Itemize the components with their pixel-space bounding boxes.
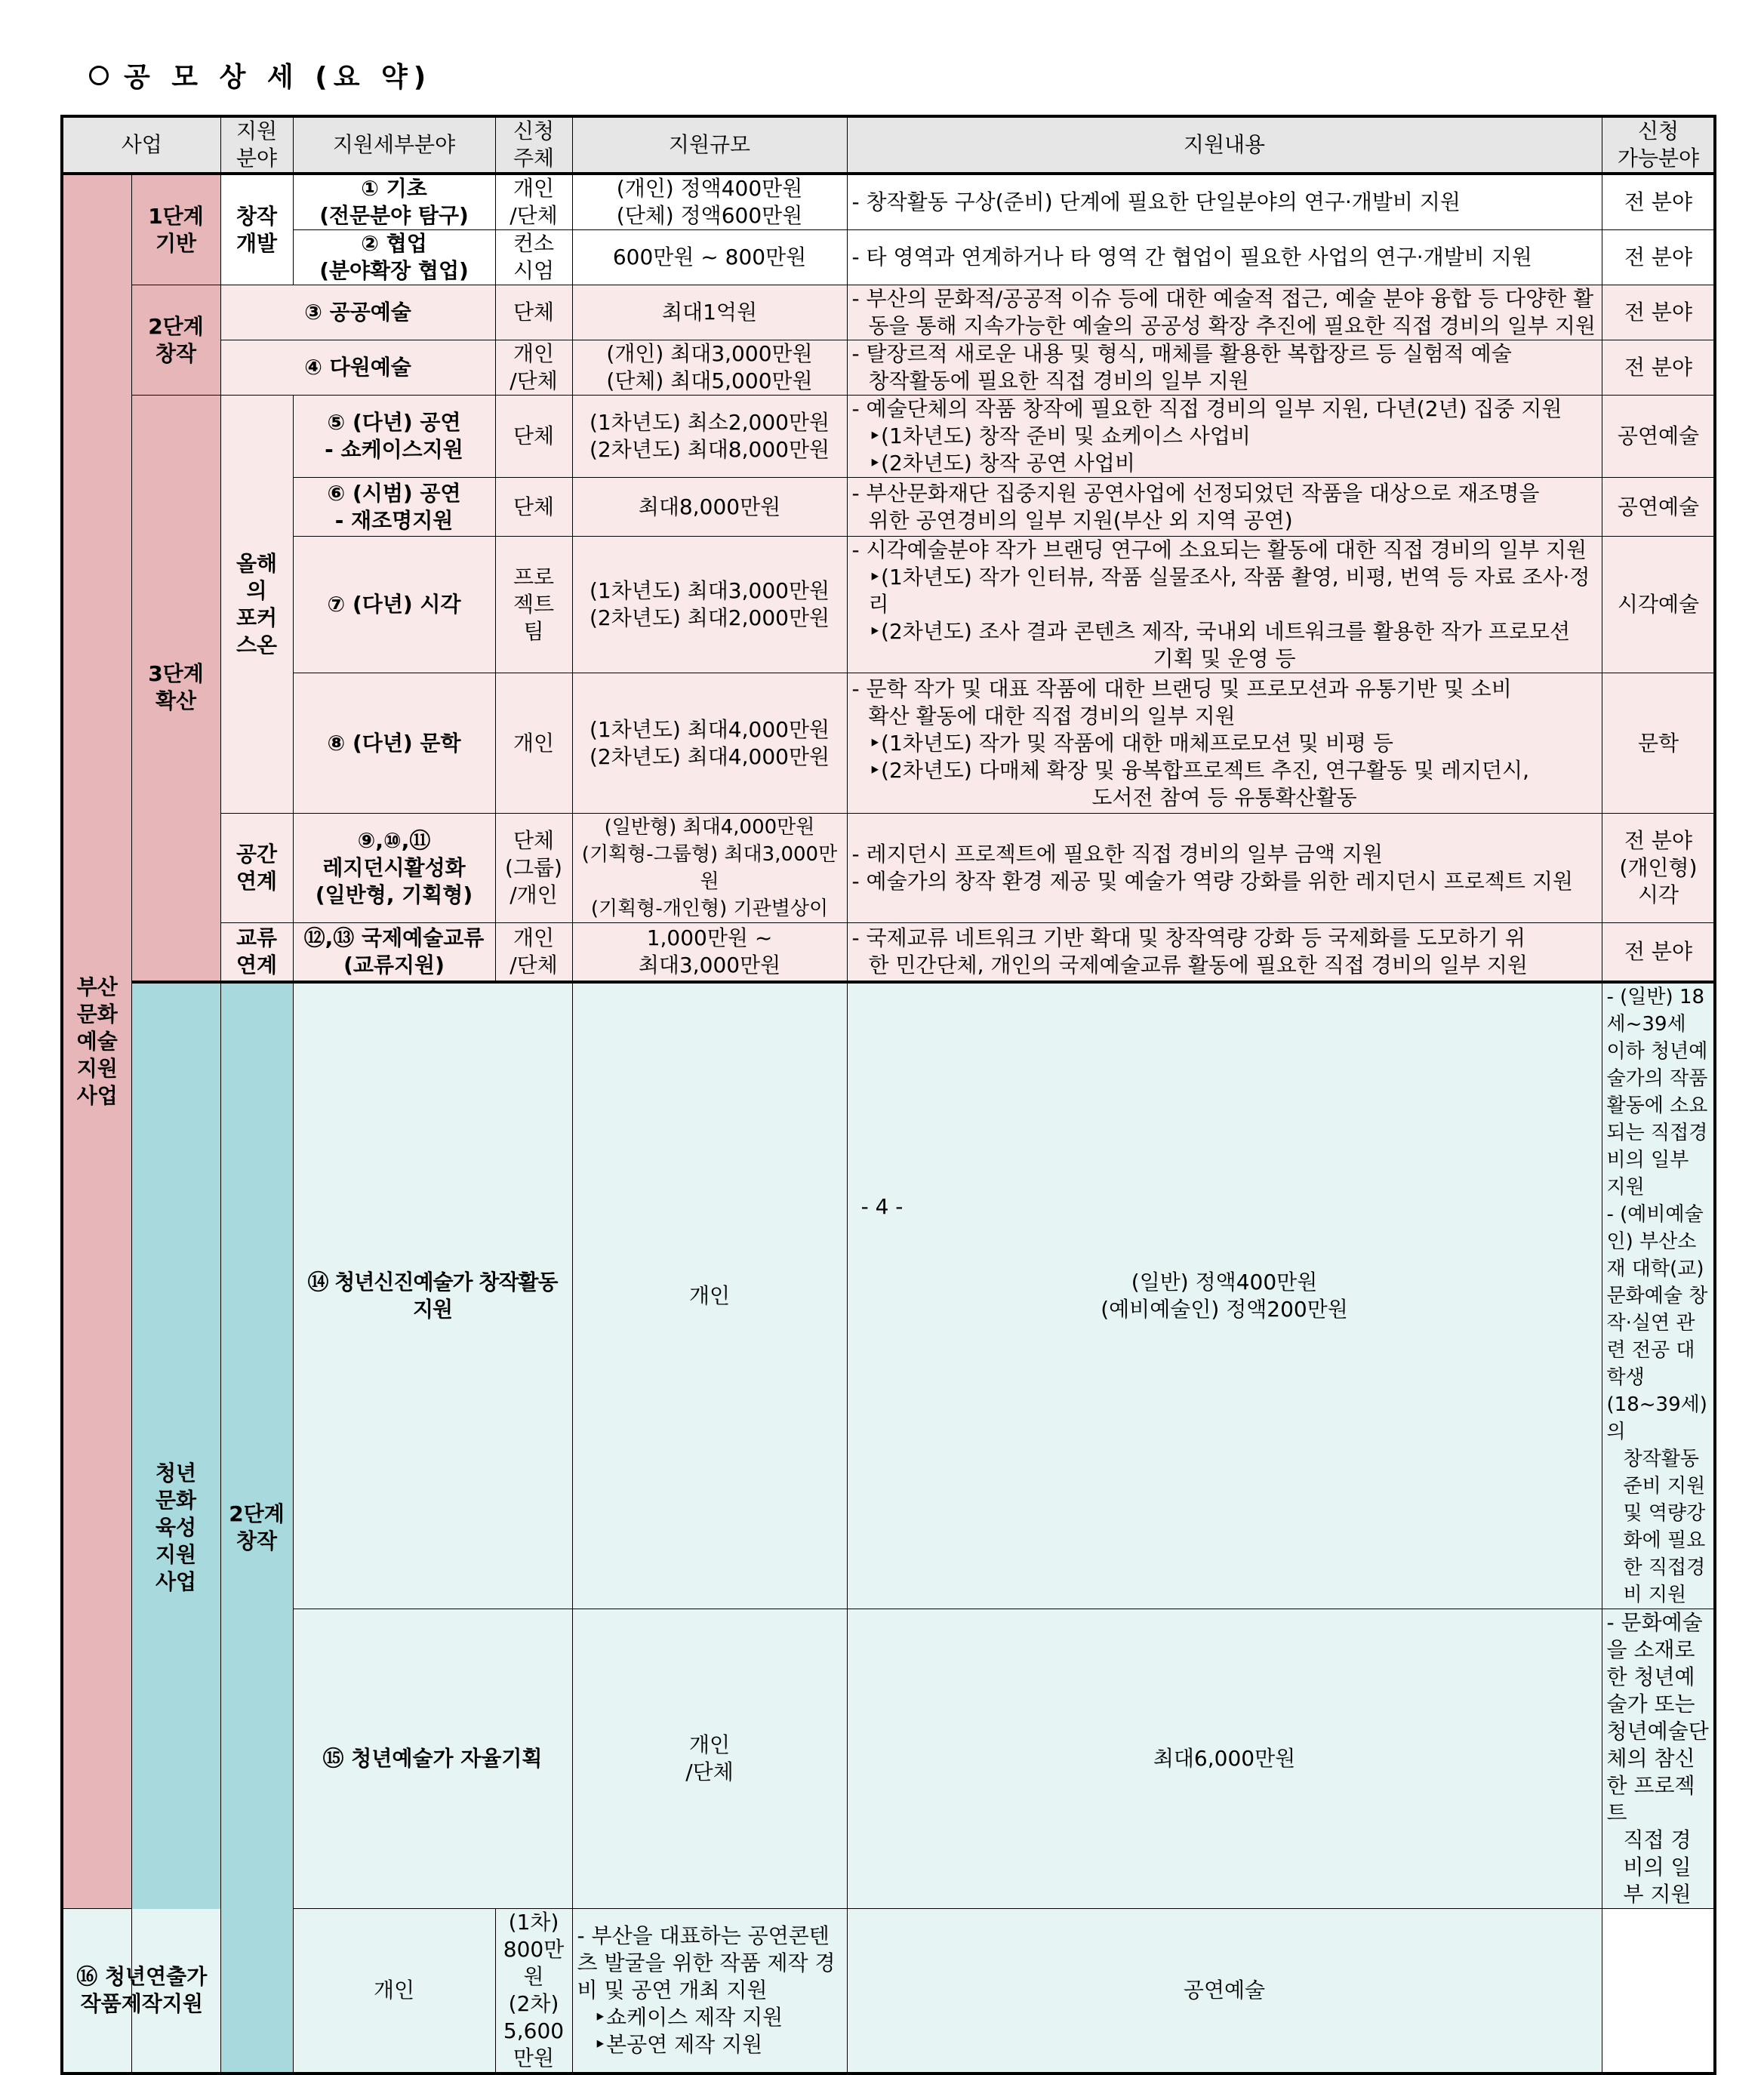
cell-line: 개인 <box>513 925 555 950</box>
content-bullet: ‣본공연 제작 지원 <box>593 2031 763 2057</box>
scale-cell <box>572 230 847 285</box>
cell-line: 컨소 <box>513 231 555 256</box>
cell-line: 가능분야 <box>1617 146 1700 171</box>
table-row <box>62 673 1715 814</box>
cell-line: 전 분야 <box>1624 189 1693 214</box>
applicant-cell <box>495 673 572 814</box>
table-row <box>62 396 1715 478</box>
cell-line: 확산 <box>155 688 197 714</box>
content-line: 직접 경비의 일부 지원 <box>1623 1827 1692 1907</box>
subfield-cell <box>220 340 495 396</box>
content-line: - 타 영역과 연계하거나 타 영역 간 협업이 필요한 사업의 연구·개발비 지원 <box>851 245 1532 269</box>
cell-line: (2차년도) 최대4,000만원 <box>589 743 830 769</box>
subfield-cell <box>293 814 495 923</box>
cell-line: 최대6,000만원 <box>1153 1745 1296 1771</box>
eligible-cell <box>1602 537 1715 673</box>
cell-line: (2차년도) 최대2,000만원 <box>589 605 830 630</box>
cell-line: (1차년도) 최대4,000만원 <box>589 716 830 742</box>
cell-line: 문학 <box>1637 730 1679 756</box>
scale-cell <box>572 174 847 230</box>
cell-line: 레지던시활성화 <box>322 855 466 880</box>
cell-line: (교류지원) <box>343 952 445 977</box>
cell-line: (일반형) 최대4,000만원 <box>604 816 815 839</box>
cell-line: 기반 <box>155 230 197 256</box>
eligible-cell <box>1602 396 1715 478</box>
cell-line: (단체) 최대5,000만원 <box>606 368 813 393</box>
applicant-cell <box>495 478 572 537</box>
applicant-cell <box>495 537 572 673</box>
cell-line: 연계 <box>236 869 278 894</box>
content-line: - 문화예술을 소재로 한 청년예술가 또는 청년예술단체의 참신한 프로젝트 <box>1606 1609 1709 1825</box>
content-bullet: ‣(2차년도) 조사 결과 콘텐츠 제작, 국내외 네트워크를 활용한 작가 프로모션 <box>868 619 1571 644</box>
cell-line: 젝트 <box>513 592 555 617</box>
stage1-label <box>131 174 220 285</box>
cell-line: (2차) 5,600만원 <box>503 1990 565 2070</box>
table-row <box>62 285 1715 340</box>
subfield-cell <box>293 1609 572 1908</box>
applicant-cell <box>495 340 572 396</box>
eligible-cell <box>1602 814 1715 923</box>
cell-line: 공간 <box>236 842 278 867</box>
cell-line: 개인 <box>513 341 555 366</box>
cell-line: 분야 <box>236 146 278 171</box>
applicant-cell <box>495 230 572 285</box>
content-bullet: ‣(1차년도) 작가 인터뷰, 작품 실물조사, 작품 촬영, 비평, 번역 등 자료 조사·정리 <box>868 565 1590 617</box>
cell-line: 최대8,000만원 <box>638 494 781 519</box>
cell-line: (분야확장 협업) <box>319 258 469 283</box>
eligible-cell <box>1602 478 1715 537</box>
content-line: - (예비예술인) 부산소재 대학(교) 문화예술 창작·실연 관련 전공 대학생(18~39세)의 <box>1606 1202 1708 1443</box>
content-line: 한 민간단체, 개인의 국제예술교류 활동에 필요한 직접 경비의 일부 지원 <box>868 952 1528 977</box>
subfield-cell <box>293 230 495 285</box>
applicant-cell <box>572 982 847 1609</box>
content-cell <box>847 340 1602 396</box>
header-eligible <box>1602 116 1715 174</box>
cell-line: 시각예술 <box>1617 592 1700 617</box>
cell-line: (기획형-개인형) 기관별상이 <box>590 897 829 920</box>
cell-line: 지원 <box>236 119 278 143</box>
cell-line: 창작 <box>236 1528 278 1553</box>
cell-line: 사업 <box>155 1569 197 1594</box>
table-row <box>62 982 1715 1609</box>
circle-bullet-icon <box>89 66 109 85</box>
cell-line: 1,000만원 ~ <box>646 925 773 950</box>
scale-cell <box>572 396 847 478</box>
cell-line: 단체 <box>513 494 555 519</box>
content-line: 동을 통해 지속가능한 예술의 공공성 확장 추진에 필요한 직접 경비의 일부 지원 <box>868 313 1596 338</box>
cell-line: 신청 <box>1637 119 1679 143</box>
content-cell <box>847 537 1602 673</box>
cell-line: 창작 <box>155 340 197 366</box>
cell-line: ⑭ 청년신진예술가 창작활동지원 <box>307 1269 558 1322</box>
scale-cell <box>847 982 1602 1609</box>
header-field <box>220 116 293 174</box>
cell-line: 문화 <box>155 1487 197 1513</box>
cell-line: ⑨,⑩,⑪ <box>357 828 431 853</box>
content-line: - 시각예술분야 작가 브랜딩 연구에 소요되는 활동에 대한 직접 경비의 일부 지원 <box>851 537 1587 562</box>
eligible-cell <box>1602 340 1715 396</box>
subfield-cell <box>293 537 495 673</box>
subfield-cell <box>293 396 495 478</box>
content-bullet: ‣(2차년도) 다매체 확장 및 융복합프로젝트 추진, 연구활동 및 레지던시, <box>868 757 1529 783</box>
eligible-cell <box>1602 285 1715 340</box>
cell-line: 개발 <box>236 230 278 256</box>
cell-line: 공연예술 <box>1183 1977 1266 2003</box>
cell-line: 신청 <box>513 119 555 143</box>
header-subfield: 지원세부분야 <box>293 116 495 174</box>
subfield-cell <box>293 174 495 230</box>
cell-line: (일반형, 기획형) <box>315 882 473 907</box>
page-number: - 4 - <box>860 1194 904 1219</box>
cell-line: ① 기초 <box>361 176 427 201</box>
scale-cell <box>572 537 847 673</box>
cell-line: 프로 <box>513 565 555 590</box>
cell-line: 부산 <box>76 974 118 999</box>
content-line: - 예술가의 창작 환경 제공 및 예술가 역량 강화를 위한 레지던시 프로젝트 지원 <box>851 869 1573 894</box>
content-line: - 창작활동 구상(준비) 단계에 필요한 단일분야의 연구·개발비 지원 <box>851 189 1461 214</box>
scale-cell <box>572 673 847 814</box>
header-applicant <box>495 116 572 174</box>
content-line: - 부산의 문화적/공공적 이슈 등에 대한 예술적 접근, 예술 분야 융합 등 다양한 활 <box>851 286 1594 311</box>
content-cell <box>847 396 1602 478</box>
content-cell <box>847 673 1602 814</box>
content-line: 창작활동 준비 지원 및 역량강화에 필요한 직접경비 지원 <box>1623 1447 1706 1606</box>
cell-line: 문화 <box>76 1001 118 1027</box>
content-bullet: ‣쇼케이스 제작 지원 <box>593 2004 783 2030</box>
subfield-cell <box>293 478 495 537</box>
cell-line: /단체 <box>509 203 558 228</box>
cell-line: 2단계 <box>229 1501 285 1526</box>
cell-line: (1차) 800만원 <box>503 1909 565 1989</box>
table-row <box>62 814 1715 923</box>
cell-line: 공연예술 <box>1617 423 1700 448</box>
cell-line: - 쇼케이스지원 <box>325 437 463 462</box>
cell-line: 최대3,000만원 <box>638 952 781 977</box>
cell-line: - 재조명지원 <box>334 507 454 533</box>
cell-line: 팀 <box>523 619 544 644</box>
cell-line: 최대1억원 <box>662 300 758 325</box>
applicant-cell <box>495 923 572 982</box>
applicant-cell <box>495 174 572 230</box>
cell-line: 올해 <box>236 550 278 576</box>
cell-line: ⑦ (다년) 시각 <box>327 592 461 617</box>
cell-line: 전 분야 <box>1624 828 1693 853</box>
cell-line: (전문분야 탐구) <box>319 203 469 228</box>
cell-line: ⑤ (다년) 공연 <box>327 410 461 435</box>
field-exchange-label <box>220 923 293 982</box>
cell-line: 스온 <box>236 632 278 657</box>
stage2-label <box>131 285 220 396</box>
cell-line: (일반) 정액400만원 <box>1131 1269 1318 1295</box>
subfield-cell <box>293 982 572 1609</box>
header-business: 사업 <box>62 116 220 174</box>
cell-line: 의 <box>246 577 267 603</box>
scale-cell <box>572 478 847 537</box>
cell-line: 청년 <box>155 1460 197 1485</box>
table-row <box>62 1609 1715 1908</box>
cell-line: ③ 공공예술 <box>304 300 411 325</box>
cell-line: (그룹) <box>505 855 562 880</box>
scale-cell <box>847 1609 1602 1908</box>
cell-line: ⑥ (시범) 공연 <box>327 480 461 506</box>
content-line: - (일반) 18세~39세 이하 청년예술가의 작품활동에 소요되는 직접경비의 일부 지원 <box>1606 985 1708 1199</box>
content-line: - 예술단체의 작품 창작에 필요한 직접 경비의 일부 지원, 다년(2년) 집중 지원 <box>851 396 1562 421</box>
cell-line: (단체) 정액600만원 <box>616 203 803 228</box>
cell-line: /단체 <box>509 952 558 977</box>
support-summary-table <box>60 115 1716 2075</box>
cell-line: 단체 <box>513 300 555 325</box>
cell-line: (개인형) <box>1619 855 1698 880</box>
applicant-cell <box>293 1908 495 2073</box>
table-row <box>62 230 1715 285</box>
page-title: 공 모 상 세 (요 약) <box>89 56 432 94</box>
cell-line: 전 분야 <box>1624 245 1693 269</box>
applicant-cell <box>572 1609 847 1908</box>
applicant-cell <box>495 396 572 478</box>
table-row <box>62 537 1715 673</box>
table-row <box>62 174 1715 230</box>
content-cell <box>847 923 1602 982</box>
table-row <box>62 478 1715 537</box>
content-line: - 국제교류 네트워크 기반 확대 및 창작역량 강화 등 국제화를 도모하기 위 <box>851 925 1525 950</box>
scale-cell <box>572 340 847 396</box>
eligible-cell <box>1602 230 1715 285</box>
cell-line: 시각 <box>1637 882 1679 907</box>
cell-line: 공연예술 <box>1617 494 1700 519</box>
content-cell <box>847 814 1602 923</box>
subfield-cell <box>62 1908 220 2073</box>
eligible-cell <box>1602 923 1715 982</box>
cell-line: (기획형-그룹형) 최대3,000만원 <box>581 843 838 893</box>
cell-line: 지원 <box>76 1055 118 1081</box>
cell-line: 개인 <box>688 1282 731 1308</box>
subfield-cell <box>293 923 495 982</box>
content-cell <box>1602 982 1715 1609</box>
content-cell <box>847 285 1602 340</box>
busan-program-label <box>62 174 131 1908</box>
cell-line: 단체 <box>513 423 555 448</box>
content-cell <box>1602 1609 1715 1908</box>
content-line: 위한 공연경비의 일부 지원(부산 외 지역 공연) <box>868 507 1293 533</box>
cell-line: (개인) 정액400만원 <box>616 176 803 201</box>
content-line: 기획 및 운영 등 <box>1153 646 1296 671</box>
cell-line: 포커 <box>236 605 278 630</box>
content-line: - 부산을 대표하는 공연콘텐츠 발굴을 위한 작품 제작 경비 및 공연 개최 지원 <box>577 1923 836 2003</box>
header-content: 지원내용 <box>847 116 1602 174</box>
cell-line: 전 분야 <box>1624 355 1693 380</box>
cell-line: /단체 <box>685 1759 734 1784</box>
content-cell <box>847 230 1602 285</box>
applicant-cell <box>495 814 572 923</box>
cell-line: 개인 <box>513 176 555 201</box>
cell-line: ⑫,⑬ 국제예술교류 <box>303 925 485 950</box>
scale-cell <box>572 285 847 340</box>
cell-line: ⑧ (다년) 문학 <box>327 730 461 756</box>
scale-cell <box>572 923 847 982</box>
cell-line: /개인 <box>509 882 558 907</box>
subfield-cell <box>293 673 495 814</box>
field-space-label <box>220 814 293 923</box>
cell-line: ⑯ 청년연출가 작품제작지원 <box>76 1963 208 2016</box>
content-cell <box>572 1908 847 2073</box>
cell-line: ② 협업 <box>361 231 427 256</box>
table-row <box>62 1908 1715 2073</box>
content-bullet: ‣(1차년도) 작가 및 작품에 대한 매체프로모션 및 비평 등 <box>868 730 1393 756</box>
cell-line: 600만원 ~ 800만원 <box>612 245 807 269</box>
cell-line: ⑮ 청년예술가 자율기획 <box>322 1745 543 1771</box>
field-focus-label <box>220 396 293 814</box>
header-scale: 지원규모 <box>572 116 847 174</box>
table-row <box>62 340 1715 396</box>
content-line: - 부산문화재단 집중지원 공연사업에 선정되었던 작품을 대상으로 재조명을 <box>851 480 1540 506</box>
content-line: - 문학 작가 및 대표 작품에 대한 브랜딩 및 프로모션과 유통기반 및 소비 <box>851 676 1512 701</box>
cell-line: 시엄 <box>513 258 555 283</box>
cell-line: 사업 <box>76 1082 118 1108</box>
cell-line: 연계 <box>236 952 278 977</box>
content-line: 도서전 참여 등 유통확산활동 <box>1091 784 1357 810</box>
content-bullet: ‣(1차년도) 창작 준비 및 쇼케이스 사업비 <box>868 423 1251 448</box>
table-row <box>62 923 1715 982</box>
cell-line: (2차년도) 최대8,000만원 <box>589 437 830 462</box>
cell-line: (1차년도) 최소2,000만원 <box>589 410 830 435</box>
content-bullet: ‣(2차년도) 창작 공연 사업비 <box>868 451 1135 476</box>
cell-line: 3단계 <box>148 661 204 687</box>
cell-line: 1단계 <box>148 203 204 229</box>
scale-cell <box>495 1908 572 2073</box>
cell-line: 전 분야 <box>1624 938 1693 964</box>
eligible-cell <box>1602 673 1715 814</box>
cell-line: 개인 <box>373 1977 415 2003</box>
cell-line: /단체 <box>509 368 558 393</box>
table-header-row <box>62 116 1715 174</box>
content-cell <box>847 478 1602 537</box>
field-create-label <box>220 174 293 285</box>
stage3-label <box>131 396 220 982</box>
cell-line: 개인 <box>688 1732 731 1757</box>
content-line: 확산 활동에 대한 직접 경비의 일부 지원 <box>868 703 1236 728</box>
eligible-cell <box>1602 174 1715 230</box>
subfield-cell <box>220 285 495 340</box>
content-line: - 탈장르적 새로운 내용 및 형식, 매체를 활용한 복합장르 등 실험적 예술 <box>851 341 1512 366</box>
content-line: 창작활동에 필요한 직접 경비의 일부 지원 <box>868 368 1249 393</box>
cell-line: 육성 <box>155 1514 197 1540</box>
youth-stage-label <box>220 982 293 2073</box>
cell-line: ④ 다원예술 <box>304 355 411 380</box>
cell-line: (개인) 최대3,000만원 <box>606 341 813 366</box>
cell-line: 단체 <box>513 828 555 853</box>
cell-line: 2단계 <box>148 313 204 339</box>
cell-line: 창작 <box>236 203 278 229</box>
applicant-cell <box>495 285 572 340</box>
content-line: - 레지던시 프로젝트에 필요한 직접 경비의 일부 금액 지원 <box>851 842 1383 867</box>
content-cell <box>847 174 1602 230</box>
cell-line: (1차년도) 최대3,000만원 <box>589 578 830 603</box>
cell-line: 지원 <box>155 1541 197 1567</box>
scale-cell <box>572 814 847 923</box>
cell-line: 교류 <box>236 925 278 950</box>
eligible-cell <box>847 1908 1602 2073</box>
cell-line: 개인 <box>513 730 555 756</box>
cell-line: 주체 <box>513 146 555 171</box>
cell-line: 예술 <box>76 1028 118 1054</box>
cell-line: 전 분야 <box>1624 300 1693 325</box>
cell-line: (예비예술인) 정액200만원 <box>1101 1296 1348 1322</box>
